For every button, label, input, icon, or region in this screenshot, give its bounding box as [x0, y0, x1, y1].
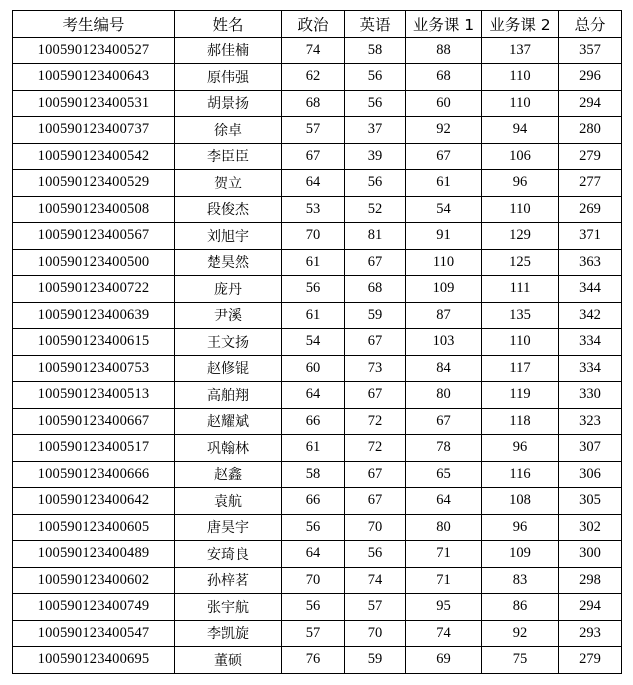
cell-course-1: 95 [406, 594, 482, 621]
cell-name: 唐昊宇 [175, 514, 282, 541]
cell-politics: 56 [282, 276, 345, 303]
cell-course-2: 110 [482, 90, 559, 117]
table-row [13, 620, 622, 647]
cell-politics: 53 [282, 196, 345, 223]
cell-english: 73 [345, 355, 406, 382]
cell-candidate-id: 100590123400500 [13, 249, 175, 276]
cell-name: 赵耀斌 [175, 408, 282, 435]
table-body [13, 37, 622, 673]
table-row [13, 196, 622, 223]
cell-name: 段俊杰 [175, 196, 282, 223]
table-row [13, 37, 622, 64]
table-row [13, 223, 622, 250]
table-row [13, 276, 622, 303]
cell-candidate-id: 100590123400508 [13, 196, 175, 223]
cell-course-1: 60 [406, 90, 482, 117]
cell-candidate-id: 100590123400722 [13, 276, 175, 303]
cell-candidate-id: 100590123400605 [13, 514, 175, 541]
cell-course-1: 74 [406, 620, 482, 647]
cell-course-2: 110 [482, 329, 559, 356]
cell-name: 刘旭宇 [175, 223, 282, 250]
cell-course-2: 92 [482, 620, 559, 647]
cell-name: 巩翰林 [175, 435, 282, 462]
cell-candidate-id: 100590123400639 [13, 302, 175, 329]
cell-politics: 66 [282, 408, 345, 435]
cell-course-1: 71 [406, 541, 482, 568]
cell-english: 57 [345, 594, 406, 621]
cell-politics: 68 [282, 90, 345, 117]
cell-english: 67 [345, 329, 406, 356]
cell-total: 363 [559, 249, 622, 276]
table-row [13, 302, 622, 329]
table-row [13, 117, 622, 144]
cell-course-2: 96 [482, 170, 559, 197]
cell-course-2: 117 [482, 355, 559, 382]
cell-name: 董硕 [175, 647, 282, 674]
cell-course-1: 65 [406, 461, 482, 488]
cell-english: 70 [345, 620, 406, 647]
cell-english: 81 [345, 223, 406, 250]
cell-course-2: 111 [482, 276, 559, 303]
cell-course-1: 91 [406, 223, 482, 250]
table-row [13, 64, 622, 91]
score-table [12, 10, 622, 674]
cell-candidate-id: 100590123400615 [13, 329, 175, 356]
cell-course-2: 96 [482, 435, 559, 462]
cell-course-1: 64 [406, 488, 482, 515]
cell-total: 302 [559, 514, 622, 541]
cell-course-1: 80 [406, 382, 482, 409]
cell-english: 67 [345, 249, 406, 276]
cell-english: 56 [345, 170, 406, 197]
cell-course-2: 108 [482, 488, 559, 515]
cell-english: 56 [345, 90, 406, 117]
table-row [13, 567, 622, 594]
cell-name: 郝佳楠 [175, 37, 282, 64]
cell-course-2: 125 [482, 249, 559, 276]
cell-name: 赵修锟 [175, 355, 282, 382]
cell-name: 孙梓茗 [175, 567, 282, 594]
cell-candidate-id: 100590123400513 [13, 382, 175, 409]
cell-name: 贺立 [175, 170, 282, 197]
cell-course-2: 135 [482, 302, 559, 329]
cell-candidate-id: 100590123400642 [13, 488, 175, 515]
cell-politics: 56 [282, 594, 345, 621]
table-row [13, 382, 622, 409]
table-row [13, 594, 622, 621]
cell-english: 67 [345, 461, 406, 488]
cell-course-2: 110 [482, 64, 559, 91]
cell-politics: 74 [282, 37, 345, 64]
cell-candidate-id: 100590123400527 [13, 37, 175, 64]
cell-course-1: 61 [406, 170, 482, 197]
cell-course-1: 67 [406, 408, 482, 435]
cell-english: 67 [345, 382, 406, 409]
cell-candidate-id: 100590123400547 [13, 620, 175, 647]
cell-candidate-id: 100590123400529 [13, 170, 175, 197]
cell-candidate-id: 100590123400489 [13, 541, 175, 568]
cell-politics: 56 [282, 514, 345, 541]
cell-course-2: 94 [482, 117, 559, 144]
cell-course-1: 84 [406, 355, 482, 382]
cell-candidate-id: 100590123400749 [13, 594, 175, 621]
cell-politics: 64 [282, 541, 345, 568]
cell-course-1: 67 [406, 143, 482, 170]
cell-candidate-id: 100590123400542 [13, 143, 175, 170]
cell-name: 徐卓 [175, 117, 282, 144]
cell-politics: 62 [282, 64, 345, 91]
cell-name: 李凯旋 [175, 620, 282, 647]
cell-total: 342 [559, 302, 622, 329]
cell-politics: 64 [282, 170, 345, 197]
cell-politics: 61 [282, 249, 345, 276]
cell-course-2: 116 [482, 461, 559, 488]
cell-total: 298 [559, 567, 622, 594]
cell-english: 74 [345, 567, 406, 594]
cell-name: 张宇航 [175, 594, 282, 621]
cell-name: 袁航 [175, 488, 282, 515]
cell-politics: 67 [282, 143, 345, 170]
cell-total: 294 [559, 594, 622, 621]
cell-politics: 64 [282, 382, 345, 409]
cell-course-1: 80 [406, 514, 482, 541]
cell-course-1: 69 [406, 647, 482, 674]
table-row [13, 461, 622, 488]
cell-course-2: 86 [482, 594, 559, 621]
header-politics: 政治 [282, 11, 345, 38]
cell-politics: 61 [282, 435, 345, 462]
cell-total: 307 [559, 435, 622, 462]
cell-candidate-id: 100590123400567 [13, 223, 175, 250]
cell-english: 72 [345, 408, 406, 435]
cell-name: 王文扬 [175, 329, 282, 356]
cell-total: 294 [559, 90, 622, 117]
cell-english: 58 [345, 37, 406, 64]
table-row [13, 329, 622, 356]
cell-politics: 54 [282, 329, 345, 356]
cell-total: 279 [559, 647, 622, 674]
table-row [13, 408, 622, 435]
cell-course-2: 96 [482, 514, 559, 541]
cell-course-1: 109 [406, 276, 482, 303]
cell-course-2: 119 [482, 382, 559, 409]
cell-total: 296 [559, 64, 622, 91]
cell-candidate-id: 100590123400666 [13, 461, 175, 488]
cell-candidate-id: 100590123400753 [13, 355, 175, 382]
cell-total: 277 [559, 170, 622, 197]
cell-politics: 57 [282, 117, 345, 144]
cell-course-2: 106 [482, 143, 559, 170]
cell-course-1: 110 [406, 249, 482, 276]
table-row [13, 143, 622, 170]
cell-english: 67 [345, 488, 406, 515]
cell-course-1: 92 [406, 117, 482, 144]
cell-politics: 61 [282, 302, 345, 329]
cell-english: 72 [345, 435, 406, 462]
cell-course-1: 71 [406, 567, 482, 594]
cell-politics: 66 [282, 488, 345, 515]
cell-politics: 58 [282, 461, 345, 488]
header-row [13, 11, 622, 38]
cell-course-2: 118 [482, 408, 559, 435]
table-row [13, 170, 622, 197]
cell-candidate-id: 100590123400602 [13, 567, 175, 594]
cell-total: 305 [559, 488, 622, 515]
cell-total: 279 [559, 143, 622, 170]
cell-english: 59 [345, 302, 406, 329]
cell-english: 52 [345, 196, 406, 223]
table-row [13, 90, 622, 117]
cell-english: 70 [345, 514, 406, 541]
table-row [13, 435, 622, 462]
table-row [13, 249, 622, 276]
header-total: 总分 [559, 11, 622, 38]
table-row [13, 647, 622, 674]
header-candidate-id: 考生编号 [13, 11, 175, 38]
cell-candidate-id: 100590123400531 [13, 90, 175, 117]
cell-candidate-id: 100590123400643 [13, 64, 175, 91]
header-course-2: 业务课 2 [482, 11, 559, 38]
header-name: 姓名 [175, 11, 282, 38]
cell-course-2: 129 [482, 223, 559, 250]
cell-total: 330 [559, 382, 622, 409]
cell-candidate-id: 100590123400695 [13, 647, 175, 674]
cell-english: 68 [345, 276, 406, 303]
cell-candidate-id: 100590123400667 [13, 408, 175, 435]
cell-course-1: 87 [406, 302, 482, 329]
cell-english: 56 [345, 541, 406, 568]
cell-total: 334 [559, 355, 622, 382]
cell-name: 庞丹 [175, 276, 282, 303]
header-course-1: 业务课 1 [406, 11, 482, 38]
cell-course-1: 103 [406, 329, 482, 356]
cell-course-2: 109 [482, 541, 559, 568]
cell-politics: 76 [282, 647, 345, 674]
cell-politics: 57 [282, 620, 345, 647]
cell-course-2: 83 [482, 567, 559, 594]
cell-name: 胡景扬 [175, 90, 282, 117]
cell-english: 59 [345, 647, 406, 674]
cell-politics: 70 [282, 223, 345, 250]
cell-politics: 70 [282, 567, 345, 594]
cell-name: 高舶翔 [175, 382, 282, 409]
cell-name: 楚昊然 [175, 249, 282, 276]
cell-course-1: 68 [406, 64, 482, 91]
cell-course-2: 137 [482, 37, 559, 64]
cell-name: 赵鑫 [175, 461, 282, 488]
cell-english: 56 [345, 64, 406, 91]
table-row [13, 541, 622, 568]
cell-course-1: 54 [406, 196, 482, 223]
table-row [13, 488, 622, 515]
cell-total: 306 [559, 461, 622, 488]
cell-total: 344 [559, 276, 622, 303]
cell-total: 280 [559, 117, 622, 144]
cell-english: 39 [345, 143, 406, 170]
cell-name: 原伟强 [175, 64, 282, 91]
cell-course-2: 75 [482, 647, 559, 674]
table-row [13, 355, 622, 382]
header-english: 英语 [345, 11, 406, 38]
cell-course-1: 78 [406, 435, 482, 462]
table-row [13, 514, 622, 541]
cell-total: 371 [559, 223, 622, 250]
cell-total: 300 [559, 541, 622, 568]
cell-candidate-id: 100590123400737 [13, 117, 175, 144]
cell-english: 37 [345, 117, 406, 144]
cell-total: 293 [559, 620, 622, 647]
cell-total: 323 [559, 408, 622, 435]
cell-candidate-id: 100590123400517 [13, 435, 175, 462]
cell-politics: 60 [282, 355, 345, 382]
cell-total: 269 [559, 196, 622, 223]
cell-name: 李臣臣 [175, 143, 282, 170]
cell-course-1: 88 [406, 37, 482, 64]
cell-total: 357 [559, 37, 622, 64]
cell-course-2: 110 [482, 196, 559, 223]
cell-name: 尹溪 [175, 302, 282, 329]
cell-total: 334 [559, 329, 622, 356]
cell-name: 安琦良 [175, 541, 282, 568]
